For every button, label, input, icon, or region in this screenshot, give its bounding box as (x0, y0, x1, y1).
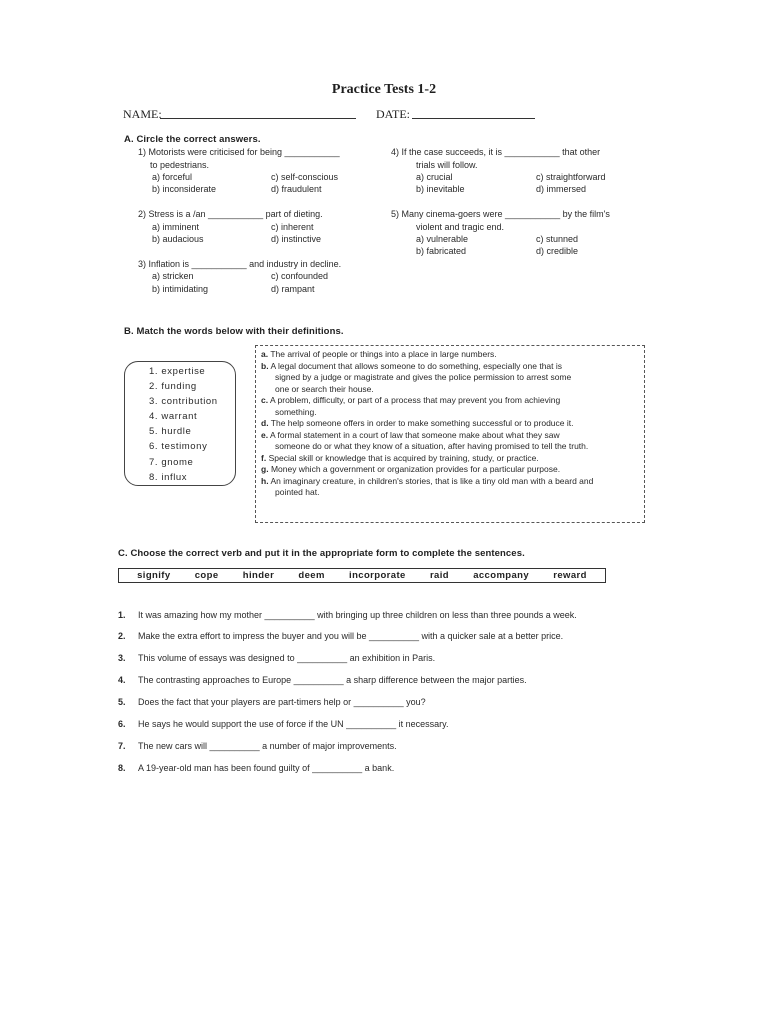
sentence-6: 6. He says he would support the use of force if the UN __________ it necessary. (118, 719, 449, 729)
name-label: NAME: (123, 107, 162, 121)
question-text: 4) If the case succeeds, it is ___________ that other (391, 147, 601, 157)
option[interactable]: c) confounded (271, 271, 329, 281)
verb-item: reward (553, 570, 587, 581)
sentence-7: 7. The new cars will __________ a number of major improvements. (118, 741, 397, 751)
option[interactable]: b) audacious (152, 234, 204, 244)
word-item: 1. expertise (149, 366, 206, 377)
word-item: 6. testimony (149, 441, 208, 453)
word-item: 5. hurdle (149, 426, 192, 438)
option[interactable]: b) fabricated (416, 246, 467, 256)
section-b-heading: B. Match the words below with their definitions. (124, 326, 344, 337)
option[interactable]: d) credible (536, 246, 579, 256)
option[interactable]: b) inconsiderate (152, 184, 217, 194)
sentence-3: 3. This volume of essays was designed to __________ an exhibition in Paris. (118, 653, 436, 663)
word-item: 8. influx (149, 471, 188, 483)
question-2: 2) Stress is a /an ___________ part of dieting. (138, 209, 323, 219)
question-1 (138, 146, 340, 171)
verb-item: raid (429, 570, 449, 581)
question-5 (391, 208, 610, 233)
page-title: Practice Tests 1-2 (331, 82, 437, 97)
option[interactable]: c) self-conscious (271, 172, 339, 182)
word-item: 2. funding (149, 381, 197, 393)
word-list-box (124, 361, 236, 486)
sentence-1: 1. It was amazing how my mother __________ with bringing up three children on less than three pounds a week. (118, 610, 577, 620)
definition-c: c. A problem, difficulty, or part of a process that may prevent you from achieving something. (261, 395, 561, 417)
question-text: 5) Many cinema-goers were ___________ by the film's (391, 209, 610, 219)
option[interactable]: d) instinctive (271, 234, 322, 244)
section-c-heading: C. Choose the correct verb and put it in the appropriate form to complete the sentences. (118, 548, 525, 559)
definition-b: b. A legal document that allows someone to do something, especially one that is signed by a judge or magistrate and gives the police permission to arrest some one or search their house. (261, 360, 572, 394)
question-text: 1) Motorists were criticised for being ___________ (138, 147, 340, 157)
question-text-cont: trials will follow. (416, 159, 478, 170)
section-a-heading: A. Circle the correct answers. (124, 134, 261, 145)
option[interactable]: b) inevitable (416, 184, 465, 194)
definition-f: f. Special skill or knowledge that is acquired by training, study, or practice. (261, 452, 539, 463)
verb-item: signify (137, 570, 171, 581)
verb-bank (118, 568, 606, 583)
date-field-line[interactable] (412, 118, 535, 119)
option[interactable]: c) inherent (271, 222, 314, 232)
date-label: DATE: (376, 107, 410, 121)
sentence-2: 2. Make the extra effort to impress the buyer and you will be __________ with a quicker sale at a better price. (118, 631, 564, 641)
option[interactable]: c) stunned (536, 234, 579, 244)
verb-item: hinder (242, 570, 275, 581)
word-item: 4. warrant (149, 411, 198, 423)
verb-item: incorporate (349, 570, 406, 581)
option[interactable]: a) forceful (152, 172, 193, 182)
question-text-cont: to pedestrians. (150, 159, 210, 170)
verb-item: cope (194, 570, 219, 581)
definition-d: d. The help someone offers in order to make something successful or to produce it. (261, 418, 574, 428)
word-item: 7. gnome (149, 456, 194, 468)
option[interactable]: a) vulnerable (416, 234, 469, 244)
word-item: 3. contribution (149, 396, 218, 408)
verb-item: deem (298, 570, 325, 581)
verb-item: accompany (473, 570, 530, 581)
option[interactable]: d) immersed (536, 184, 587, 194)
option[interactable]: c) straightforward (536, 172, 606, 182)
sentence-5: 5. Does the fact that your players are part-timers help or __________ you? (118, 697, 426, 707)
sentence-8: 8. A 19-year-old man has been found guilty of __________ a bank. (118, 763, 395, 773)
option[interactable]: d) fraudulent (271, 184, 322, 194)
sentence-4: 4. The contrasting approaches to Europe __________ a sharp difference between the major parties. (118, 675, 527, 685)
question-text-cont: violent and tragic end. (416, 221, 505, 232)
definition-e: e. A formal statement in a court of law that someone make about what they saw someone do or what they know of a situation, after having promised to tell the truth. (261, 429, 589, 451)
definition-g: g. Money which a government or organization provides for a particular purpose. (261, 464, 561, 474)
option[interactable]: a) stricken (152, 271, 194, 281)
option[interactable]: b) intimidating (152, 284, 209, 294)
definition-a: a. The arrival of people or things into a place in large numbers. (261, 349, 497, 359)
question-4 (391, 146, 600, 171)
name-field-line[interactable] (160, 118, 356, 119)
question-3: 3) Inflation is ___________ and industry in decline. (138, 259, 342, 269)
option[interactable]: a) imminent (152, 222, 200, 232)
definition-h: h. An imaginary creature, in children's stories, that is like a tiny old man with a beard and pointed hat. (261, 475, 594, 497)
definitions-box (255, 345, 645, 523)
option[interactable]: d) rampant (271, 284, 315, 294)
option[interactable]: a) crucial (416, 172, 453, 182)
